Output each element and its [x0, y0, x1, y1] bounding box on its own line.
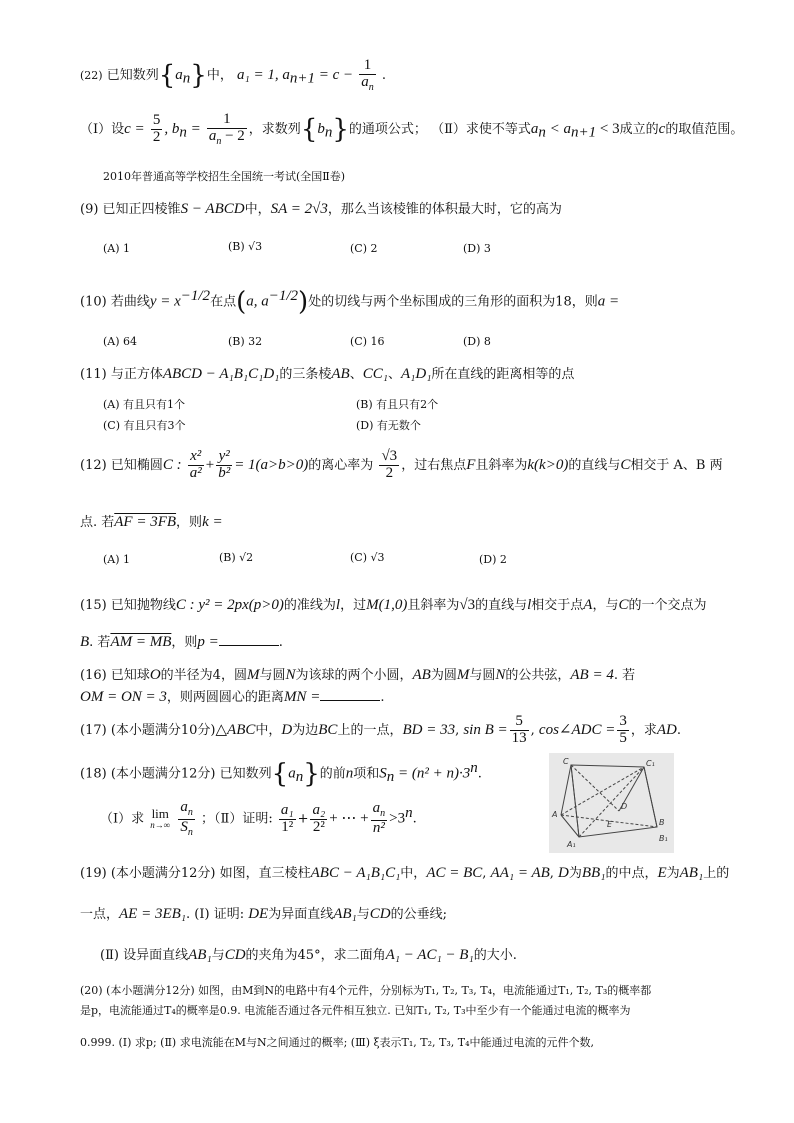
q10-text: (10) 若曲线 — [80, 294, 150, 310]
q18-text3: 项和 — [353, 766, 380, 782]
q16-line2: OM = ON = 3，则两圆圆心的距离MN = . — [80, 689, 385, 705]
q16-text5: 为圆 — [430, 668, 457, 683]
q22-text2: 中， — [206, 68, 233, 84]
q10-option-b: (B) 32 — [228, 335, 263, 348]
seq-a: a — [175, 67, 183, 84]
paren-open: ( — [236, 286, 247, 317]
q22-part1-label: （Ⅰ）设 — [80, 122, 125, 138]
q16-text4: 为该球的两个小圆， — [295, 668, 413, 683]
q19-line2 — [80, 903, 447, 923]
q16-N: N — [285, 667, 296, 683]
seq-a-sub: n — [182, 70, 191, 87]
q18-brace-close: } — [303, 758, 320, 789]
q19-AE: AE = 3EB₁ — [119, 906, 187, 922]
q11-expr: ABCD − A₁B₁C₁D₁ — [162, 366, 280, 382]
q12-k: k(k>0) — [527, 456, 569, 473]
q19-line3-text4: 的大小. — [473, 948, 517, 963]
q9-option-c: (C) 2 — [350, 242, 378, 255]
q15-C: C — [618, 597, 629, 613]
q9-expr2: SA = 2√3 — [270, 201, 328, 217]
q9-stem — [80, 198, 562, 218]
q22-text3: 成立的 — [619, 122, 659, 138]
q17-text4: 上的一点， — [337, 722, 403, 738]
q10-point: a, a — [246, 293, 269, 310]
q18-part1: （Ⅰ）求 — [100, 811, 145, 827]
q18-seq-sub: n — [295, 768, 304, 785]
frac-bn: $\frac{1}{a_n - 2}$ — [208, 111, 245, 147]
q22-fraction: $\frac{1}{a_n}$ — [361, 57, 374, 93]
q16-M2: M — [456, 667, 470, 683]
q12-F: F — [466, 456, 476, 473]
c-expr: c = — [124, 121, 145, 138]
q9-option-d: (D) 3 — [463, 242, 491, 255]
label-B1: B₁ — [659, 834, 668, 843]
q18-Sn-expr: = (n² + n)·3 — [394, 765, 471, 782]
q18-stem — [80, 760, 482, 787]
q19-text: (19) (本小题满分12分) 如图，直三棱柱 — [80, 866, 311, 881]
q19-BB: BB₁ — [581, 865, 606, 881]
q19-line3-text3: 的夹角为45°，求二面角 — [245, 948, 386, 963]
label-C: C — [563, 757, 569, 766]
q15-expr: C : y² = 2px(p>0) — [175, 597, 284, 613]
q15-text4: 且斜率为 — [407, 598, 460, 613]
q19-AB1b: AB₁ — [188, 947, 212, 963]
q15-B: B — [80, 634, 90, 650]
q15-text7: ，与 — [592, 598, 619, 613]
q19-text6: 上的 — [703, 866, 730, 881]
label-A1: A₁ — [567, 840, 576, 849]
q22-expr-sub: n+1 — [289, 70, 315, 87]
q17-text5: ，求 — [630, 722, 657, 738]
q17-tail: . — [676, 722, 681, 738]
q11-e2: CC₁ — [362, 366, 388, 382]
q18-text: (18) (本小题满分12分) 已知数列 — [80, 766, 272, 782]
q12-line2-text: 点. 若 — [80, 515, 115, 530]
label-E: E — [607, 820, 613, 829]
q19-line2-text2: . (Ⅰ) 证明: — [186, 907, 245, 922]
q10-var: a = — [597, 293, 620, 310]
q15-M: M(1,0) — [366, 597, 408, 613]
q10-option-c: (C) 16 — [350, 335, 385, 348]
q22-text: 已知数列 — [106, 68, 159, 84]
q15-text3: ，过 — [340, 598, 367, 613]
q10-exp: −1/2 — [180, 288, 211, 304]
q16-AB: AB — [412, 667, 431, 683]
q16-N2: N — [495, 667, 506, 683]
q10-text2: 在点 — [210, 294, 237, 310]
q17-sinB: sin B = — [463, 721, 508, 738]
q22-text-general: 的通项公式； — [348, 122, 427, 138]
q12-text4: 且斜率为 — [475, 457, 528, 473]
q11-option-b: (B) 有且只有2个 — [356, 398, 439, 411]
q12-frac-e: $\frac{√3}{2}$ — [381, 448, 398, 481]
q12-option-c: (C) √3 — [350, 551, 385, 564]
q18-brace-open: { — [271, 758, 289, 789]
q9-text: (9) 已知正四棱锥 — [80, 202, 181, 217]
label-D: D — [621, 802, 628, 811]
q18-gt-exp: n — [405, 805, 413, 822]
var-c: c — [658, 121, 666, 138]
q15-l: l — [335, 597, 341, 613]
q12-option-b: (B) √2 — [219, 551, 254, 564]
q9-option-b: (B) √3 — [228, 240, 263, 253]
q16-line2-text: ，则两圆圆心的距离 — [166, 690, 284, 705]
q19-E: E — [657, 865, 667, 881]
q12-vec: AF = 3FB — [114, 514, 177, 530]
q17-stem: (17) (本小题满分10分)△ABC中，D为边BC上的一点，BD = 33, sin B = $\frac{5}{13}$ , cos∠ADC = $\frac{3}{5}$ ，求AD. — [80, 713, 681, 746]
q12-plus: + — [205, 456, 215, 473]
q11-option-c: (C) 有且只有3个 — [103, 419, 186, 432]
q16-M: M — [246, 667, 260, 683]
q12-text: (12) 已知椭圆 — [80, 457, 163, 473]
q17-cos: cos∠ADC = — [538, 721, 616, 738]
q9-option-a: (A) 1 — [103, 242, 131, 255]
q17-text: (17) (本小题满分10分) — [80, 722, 216, 738]
q15-text2: 的准线为 — [283, 598, 336, 613]
q9-expr: S − ABCD — [180, 201, 245, 217]
q15-A: A — [583, 597, 593, 613]
q19-text4: 的中点， — [605, 866, 658, 881]
q15-text5: 的直线与 — [475, 598, 528, 613]
q16-text3: 与圆 — [259, 668, 286, 683]
q19-text5: 为 — [666, 866, 680, 881]
q10-text3: 处的切线与两个坐标围成的三角形的面积为18，则 — [308, 294, 598, 310]
prism-diagram — [549, 753, 674, 853]
q19-CD: CD — [369, 906, 391, 922]
q11-sep2: 、 — [387, 367, 401, 382]
q12-option-d: (D) 2 — [479, 553, 507, 566]
seq-b: b — [317, 121, 325, 138]
q9-text3: ，那么当该棱锥的体积最大时，它的高为 — [327, 202, 562, 217]
q11-e3: A₁D₁ — [400, 366, 432, 382]
ineq-sub2: n+1 — [571, 124, 597, 141]
q16-stem — [80, 664, 635, 684]
q16-answer-blank — [320, 688, 380, 701]
q12-option-a: (A) 1 — [103, 553, 131, 566]
q18-sum2: $\frac{\text{a₂}}{\text{2²}}$ — [312, 801, 326, 835]
q19-line2-text5: 的公垂线; — [390, 907, 448, 922]
q10-option-d: (D) 8 — [463, 335, 491, 348]
q10-expr: y = x — [149, 293, 181, 310]
q12-text3: ，过右焦点 — [401, 457, 467, 473]
q18-text2: 的前 — [319, 766, 346, 782]
q15-l2: l — [527, 597, 532, 613]
q16-text7: 的公共弦， — [505, 668, 571, 683]
q22-line1 — [80, 58, 386, 93]
b-sub: n — [179, 124, 187, 141]
q17-D: D — [281, 721, 293, 738]
seq-b-sub: n — [324, 124, 333, 141]
q19-D: D — [558, 865, 569, 881]
q16-text: (16) 已知球 — [80, 668, 150, 683]
q15-stem — [80, 594, 707, 614]
q15-pvar: p = — [197, 634, 219, 650]
q15-text6: 相交于点 — [531, 598, 584, 613]
frac-5-2: $\frac{5}{2}$ — [152, 112, 161, 146]
q17-tri: △ABC — [215, 721, 256, 738]
q12-text2: 的离心率为 — [308, 457, 374, 473]
q10-option-a: (A) 64 — [103, 335, 138, 348]
prism-figure — [549, 753, 674, 853]
q16-MN: MN = — [283, 689, 321, 705]
q18-end: . — [412, 811, 417, 827]
q17-AD: AD — [656, 721, 677, 738]
q12-line2 — [80, 511, 223, 531]
q18-parts: （Ⅰ）求 lim n→∞ $\frac{a_n}{S_n}$ ；（Ⅱ）证明: $\frac{\text{a₁}}{\text{1²}}$ + $\frac{\text{a₂}}{\text{2²}}$ + ⋯ + $\frac{a_n}{\text{n²}}$ $>3^n$. — [100, 799, 417, 838]
q18-Sn: S — [379, 765, 387, 782]
brace-open: { — [158, 60, 176, 91]
q16-text8: . 若 — [613, 668, 636, 683]
q22-text4: 的取值范围。 — [665, 122, 744, 138]
q15-vec: AM = MB — [110, 634, 172, 650]
q15-answer-blank — [219, 633, 279, 646]
q11-text3: 所在直线的距离相等的点 — [431, 367, 575, 382]
brace-close: } — [190, 60, 207, 91]
q19-AA: AA₁ = AB — [490, 865, 550, 881]
q15-text: (15) 已知抛物线 — [80, 598, 176, 613]
q11-e1: AB — [331, 366, 350, 382]
q18-n: n — [345, 765, 354, 782]
q11-option-d: (D) 有无数个 — [356, 419, 421, 432]
paren-close: ) — [298, 286, 309, 317]
q18-seq: a — [288, 765, 296, 782]
q15-line2-text: . 若 — [89, 635, 111, 650]
q22-tail: . — [381, 68, 387, 84]
q17-text3: 为边 — [292, 722, 319, 738]
q12-frac-y: $\frac{\text{y²}}{\text{b²}}$ — [218, 448, 231, 481]
q19-AC: AC = BC — [426, 865, 483, 881]
q17-frac-cos: $\frac{3}{5}$ — [619, 713, 627, 746]
q18-Sn-sub: n — [386, 768, 395, 785]
q12-expr: C : — [162, 456, 182, 473]
q17-BC: BC — [318, 721, 338, 738]
q15-line2-tail: ，则 — [171, 635, 198, 650]
q19-DE: DE — [248, 906, 269, 922]
q11-stem — [80, 363, 574, 383]
q19-line3-text: (Ⅱ) 设异面直线 — [100, 948, 189, 963]
b-eq: = — [186, 121, 201, 138]
q12-frac-x: $\frac{\text{x²}}{\text{a²}}$ — [189, 448, 202, 481]
q12-cond: = 1(a>b>0) — [234, 456, 309, 473]
q9-text2: 中， — [244, 202, 271, 217]
q19-AB: AB₁ — [679, 865, 704, 881]
brace-open-b: { — [300, 114, 318, 145]
ineq-mid: < a — [545, 121, 572, 138]
q18-lim: lim n→∞ — [150, 806, 171, 831]
q12-text6: 相交于 A、B 两 — [630, 457, 723, 473]
q22-expr2: = c − — [314, 67, 354, 84]
q20-line3: 0.999. (Ⅰ) 求p; (Ⅱ) 求电流能在M与N之间通过的概率; (Ⅲ) ξ表示T₁, T₂, T₃, T₄中能通过电流的元件个数, — [80, 1036, 595, 1049]
q18-lim-frac: $\frac{a_n}{S_n}$ — [180, 799, 193, 838]
q22-part2-label: （Ⅱ）求使不等式 — [431, 122, 531, 138]
section-title: 2010年普通高等学校招生全国统一考试(全国Ⅱ卷) — [103, 170, 346, 183]
q19-text2: 中， — [400, 866, 427, 881]
brace-close-b: } — [332, 114, 349, 145]
q11-text2: 的三条棱 — [279, 367, 332, 382]
q19-line2-text: 一点， — [80, 907, 120, 922]
q18-sumn: $\frac{a_n}{\text{n²}}$ — [372, 800, 386, 836]
q15-text8: 的一个交点为 — [628, 598, 707, 613]
q16-O: O — [149, 667, 161, 683]
q20-line2: 是p，电流能通过T₄的概率是0.9. 电流能否通过各元件相互独立. 已知T₁, T₂, T₃中至少有一个能通过电流的概率为 — [80, 1004, 631, 1017]
q12-text5: 的直线与 — [568, 457, 621, 473]
q18-dots: + ⋯ + — [329, 810, 369, 827]
q10-stem — [80, 288, 619, 315]
q22-expr: a₁ = 1, a — [237, 67, 290, 84]
label-C1: C₁ — [646, 759, 655, 768]
q19-text3: 为 — [568, 866, 582, 881]
q18-gt: >3 — [389, 810, 406, 827]
b-expr: , b — [164, 121, 180, 138]
q19-CDb: CD — [224, 947, 246, 963]
q12-C: C — [620, 456, 631, 473]
ineq-tail: < 3 — [596, 121, 620, 138]
q12-line2-tail: ，则 — [176, 515, 203, 530]
q19-AB1: AB₁ — [333, 906, 357, 922]
q22-line2 — [80, 112, 743, 147]
q19-line2-text3: 为异面直线 — [268, 907, 334, 922]
q19-line3-text2: 与 — [211, 948, 225, 963]
q22-text-seq: ，求数列 — [248, 122, 301, 138]
q15-line2: B. 若AM = MB，则p = . — [80, 634, 283, 650]
q19-line2-text4: 与 — [356, 907, 370, 922]
q11-sep1: 、 — [349, 367, 363, 382]
q16-text2: 的半径为4，圆 — [160, 668, 247, 683]
q19-stem: (19) (本小题满分12分) 如图，直三棱柱ABC − A₁B₁C₁中，AC = BC, AA₁ = AB, D为BB₁的中点，E为AB₁上的 — [80, 865, 730, 881]
q16-text6: 与圆 — [469, 668, 496, 683]
q16-line2-expr: OM = ON = 3 — [80, 689, 167, 705]
q18-sum1: $\frac{\text{a₁}}{\text{1²}}$ — [280, 801, 294, 835]
q12-kvar: k = — [202, 514, 223, 530]
label-A: A — [552, 810, 558, 819]
q17-frac-sin: $\frac{5}{13}$ — [511, 713, 527, 746]
q19-prism: ABC − A₁B₁C₁ — [310, 865, 401, 881]
q11-option-a: (A) 有且只有1个 — [103, 398, 186, 411]
q17-BD: BD = 33 — [402, 721, 456, 738]
label-B: B — [659, 818, 665, 827]
q20-line1: (20) (本小题满分12分) 如图，由M到N的电路中有4个元件，分别标为T₁, T₂, T₃, T₄，电流能通过T₁, T₂, T₃的概率都 — [80, 984, 652, 997]
q22-number: (22) — [80, 69, 103, 83]
q11-text: (11) 与正方体 — [80, 367, 163, 382]
q17-text2: 中， — [255, 722, 282, 738]
q19-angle: A₁ − AC₁ − B₁ — [385, 947, 474, 963]
ineq-a: a — [530, 121, 539, 138]
q19-line3 — [100, 944, 517, 964]
q10-point-exp: −1/2 — [268, 288, 299, 304]
q18-part2: ；（Ⅱ）证明: — [200, 811, 273, 827]
q15-slope: √3 — [459, 597, 476, 613]
ineq-sub1: n — [538, 124, 546, 141]
q18-Sn-exp: n — [470, 760, 478, 776]
q18-tail: . — [477, 766, 482, 782]
q16-ABv: AB = 4 — [570, 667, 614, 683]
q12-stem — [80, 449, 723, 482]
